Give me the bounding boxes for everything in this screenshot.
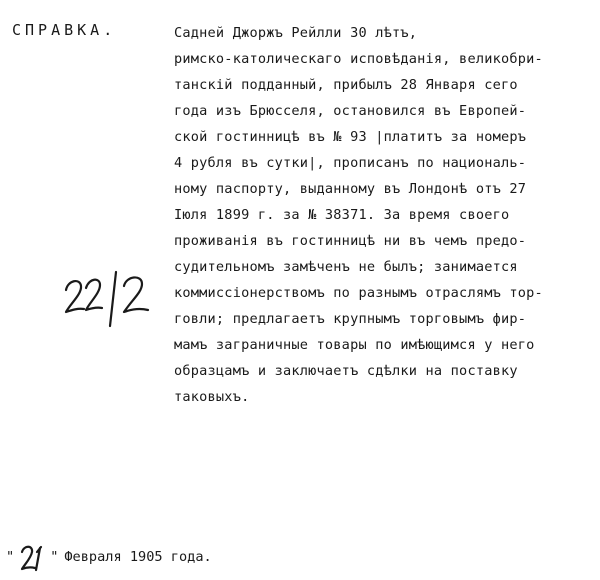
body-line: ской гостинницѣ въ № 93 |платитъ за номеръ bbox=[174, 129, 527, 145]
body-line: ному паспорту, выданному въ Лондонѣ отъ 27 bbox=[174, 181, 527, 197]
document-date bbox=[4, 542, 212, 572]
body-line: мамъ заграничные товары по имѣющимся у него bbox=[174, 337, 535, 353]
date-open-quote: " bbox=[6, 549, 15, 565]
date-text: Февраля 1905 года. bbox=[64, 549, 212, 565]
body-line: Іюля 1899 г. за № 38371. За время своего bbox=[174, 207, 510, 223]
document-body bbox=[174, 20, 594, 410]
body-line: Садней Джоржъ Рейлли 30 лѣтъ, bbox=[174, 25, 418, 41]
body-line: таковыхъ. bbox=[174, 389, 250, 405]
body-line: 4 рубля въ сутки|, прописанъ по националь- bbox=[174, 155, 527, 171]
body-line: римско-католическаго исповѣданія, великобри- bbox=[174, 51, 543, 67]
body-line: года изъ Брюсселя, остановился въ Европей- bbox=[174, 103, 527, 119]
date-close-quote: " bbox=[50, 549, 59, 565]
body-line: танскій подданный, прибылъ 28 Января сего bbox=[174, 77, 518, 93]
handwritten-day bbox=[20, 542, 48, 572]
document-heading: СПРАВКА. bbox=[12, 21, 117, 39]
body-line: коммиссіонерствомъ по разнымъ отраслямъ тор- bbox=[174, 285, 543, 301]
handwritten-annotation-drawing bbox=[62, 268, 162, 328]
body-line: судительномъ замѣченъ не былъ; занимается bbox=[174, 259, 518, 275]
handwritten-annotation bbox=[62, 268, 162, 328]
body-line: проживанія въ гостинницѣ ни въ чемъ предо- bbox=[174, 233, 527, 249]
handwritten-day-drawing bbox=[20, 542, 48, 572]
body-line: говли; предлагаетъ крупнымъ торговымъ фир- bbox=[174, 311, 527, 327]
body-line: образцамъ и заключаетъ сдѣлки на поставку bbox=[174, 363, 518, 379]
